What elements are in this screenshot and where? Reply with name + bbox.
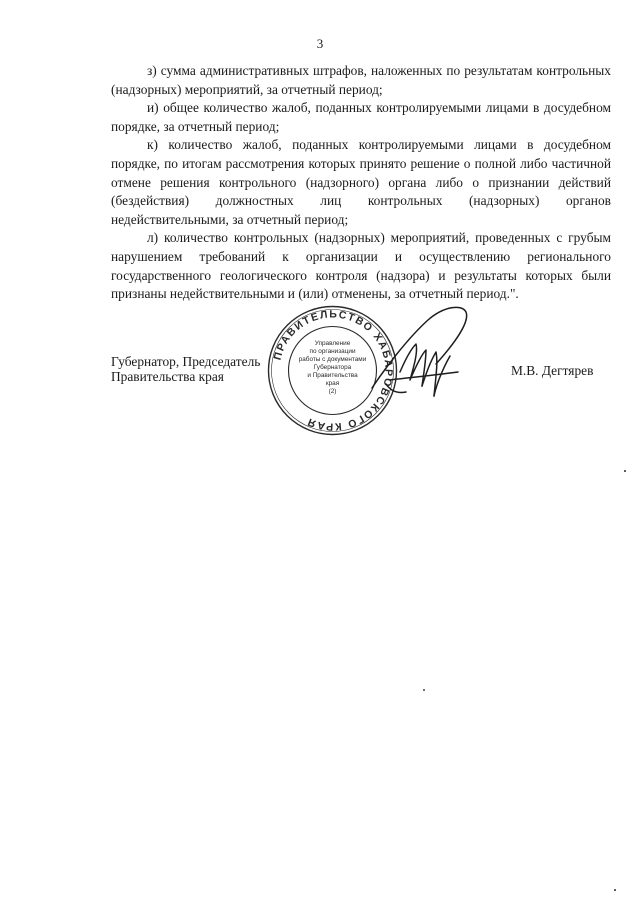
seal-line-3: работы с документами [298, 356, 367, 363]
scan-speck [423, 689, 425, 691]
document-body [111, 62, 611, 304]
paragraph-z: з) сумма административных штрафов, наложенных по результатам контрольных (надзорных) мероприятий, за отчетный период; [111, 63, 611, 97]
page-number: 3 [316, 36, 324, 51]
signatory-title-line2: Правительства края [111, 369, 224, 384]
seal-line-7: (2) [328, 388, 337, 395]
scan-speck [614, 889, 616, 891]
seal-ring-text: ПРАВИТЕЛЬСТВО ХАБАРОВСКОГО КРАЯ [271, 308, 395, 433]
seal-line-1: Управление [314, 340, 351, 347]
signatory-title [111, 354, 260, 384]
paragraph-i: и) общее количество жалоб, поданных контролируемыми лицами в досудебном порядке, за отчетный период; [111, 100, 611, 134]
paragraph-l: л) количество контрольных (надзорных) мероприятий, проведенных с грубым нарушением требований к организации и осуществлению регионального государственного геологического контроля (надзора) и результаты которых были признаны недействительными и (или) отменены, за отчетный период.". [111, 230, 611, 302]
signatory-name: М.В. Дегтярев [511, 363, 594, 378]
scan-speck [624, 470, 626, 472]
seal-line-5: и Правительства [307, 372, 358, 379]
signatory-title-line1: Губернатор, Председатель [111, 354, 261, 369]
seal-line-6: края [325, 380, 340, 387]
handwritten-signature-icon [366, 300, 476, 412]
seal-line-2: по организации [309, 348, 356, 355]
seal-line-4: Губернатора [313, 364, 352, 371]
paragraph-k: к) количество жалоб, поданных контролируемыми лицами в досудебном порядке, по итогам рассмотрения которых принято решение о полной либо частичной отмене решения контрольного (надзорного) органа либо о признании действий (бездействия) должностных лиц контрольных (надзорных) органов недействительными, за отчетный период; [111, 137, 611, 227]
